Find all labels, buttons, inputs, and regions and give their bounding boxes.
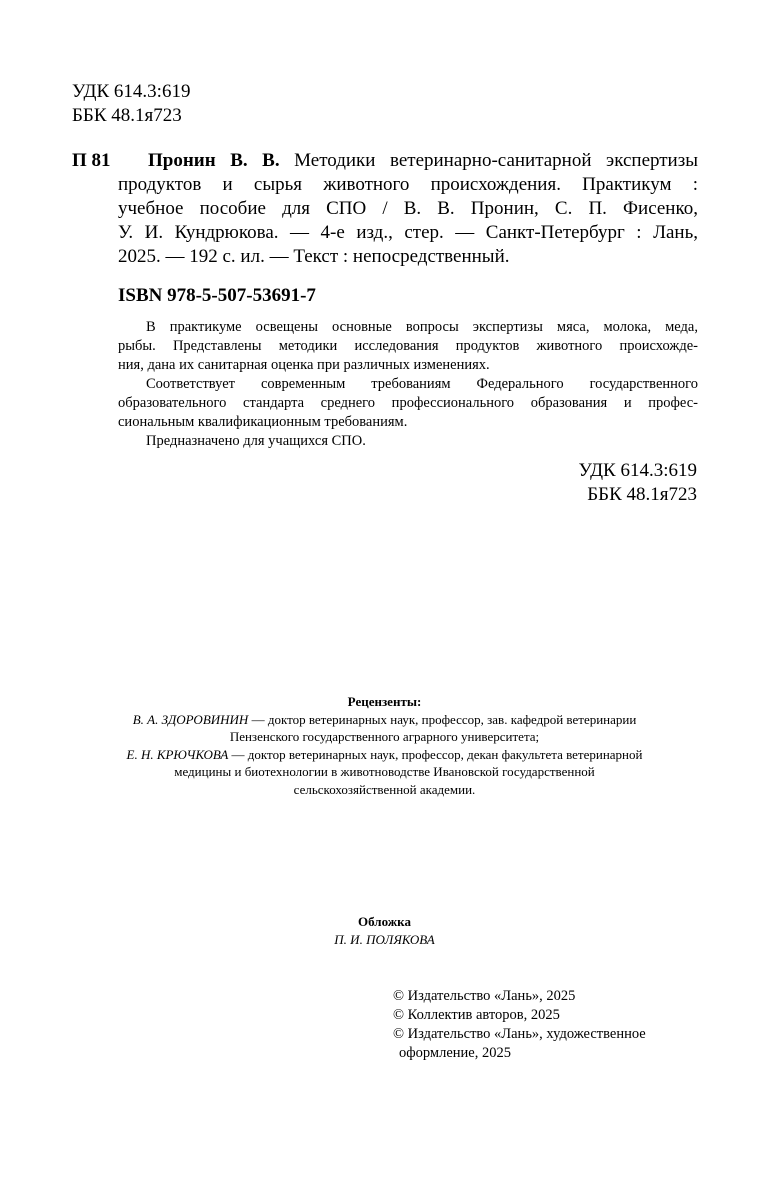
copyright-line-3: © Издательство «Лань», художественное [393, 1026, 646, 1042]
reviewer-2-affiliation-2: сельскохозяйственной академии. [293, 781, 476, 797]
reviewers-block [0, 693, 769, 798]
reviewer-1-affiliation: Пензенского государственного аграрного университета; [229, 729, 540, 744]
copyright-block [393, 987, 703, 1063]
reviewer-2-name: Е. Н. КРЮЧКОВА [126, 746, 229, 762]
cover-credit [0, 913, 769, 948]
reviewer-1-name: В. А. ЗДОРОВИНИН [132, 711, 249, 727]
cover-designer: П. И. ПОЛЯКОВА [334, 931, 435, 947]
copyright-line-1: © Издательство «Лань», 2025 [393, 988, 576, 1004]
reviewers-heading: Рецензенты: [347, 694, 422, 709]
cover-heading: Обложка [358, 914, 411, 929]
annotation [118, 318, 698, 451]
biblio-line-5: 2025. — 192 с. ил. — Текст : непосредственный. [118, 246, 510, 267]
bbk-code-bottom: ББК 48.1я723 [587, 484, 697, 505]
biblio-author: Пронин В. В. [148, 150, 280, 171]
reviewer-1: В. А. ЗДОРОВИНИН — доктор ветеринарных наук, профессор, зав. кафедрой ветеринарии [132, 711, 637, 727]
annotation-paragraph-1: В практикуме освещены основные вопросы экспертизы мяса, молока, меда, рыбы. Представлены методики исследования продуктов животного происхожде- ния, дана их санитарная оценка при различных изменениях. [118, 319, 698, 373]
reviewer-2-affiliation-1: медицины и биотехнологии в животноводстве Ивановской государственной [174, 764, 595, 779]
biblio-line-2: продуктов и сырья животного происхождения. Практикум : [118, 174, 698, 195]
bibliographic-record [118, 149, 698, 269]
annotation-paragraph-2: Соответствует современным требованиям Федерального государственного образовательного стандарта среднего профессионального образования и профес- сиональным квалификационным требованиям. [118, 376, 698, 430]
udk-code-top: УДК 614.3:619 [72, 81, 191, 102]
copyright-line-2: © Коллектив авторов, 2025 [393, 1007, 560, 1023]
reviewer-2: Е. Н. КРЮЧКОВА — доктор ветеринарных наук, профессор, декан факультета ветеринарной [126, 746, 643, 762]
annotation-paragraph-3: Предназначено для учащихся СПО. [146, 433, 366, 449]
copyright-line-4: оформление, 2025 [399, 1045, 511, 1061]
biblio-line-3: учебное пособие для СПО / В. В. Пронин, С. П. Фисенко, [118, 198, 698, 219]
author-mark: П 81 [72, 150, 111, 171]
bbk-code-top: ББК 48.1я723 [72, 105, 182, 126]
biblio-line-4: У. И. Кундрюкова. — 4-е изд., стер. — Санкт-Петербург : Лань, [118, 222, 698, 243]
isbn: ISBN 978-5-507-53691-7 [118, 285, 316, 306]
biblio-line-1: Пронин В. В. Методики ветеринарно-санитарной экспертизы [148, 150, 698, 171]
udk-code-bottom: УДК 614.3:619 [578, 460, 697, 481]
